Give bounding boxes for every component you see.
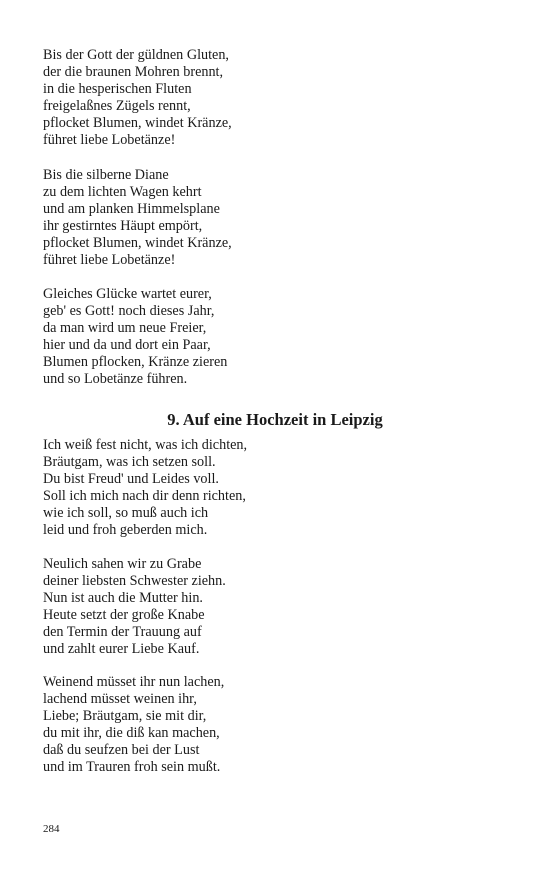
stanza-1 (43, 47, 232, 149)
verse-line: Liebe; Bräutgam, sie mit dir, (43, 708, 207, 724)
verse-line: Du bist Freud' und Leides voll. (43, 471, 219, 487)
verse-line: Weinend müsset ihr nun lachen, (43, 674, 225, 690)
verse-line: da man wird um neue Freier, (43, 320, 207, 336)
poem-title: 9. Auf eine Hochzeit in Leipzig (167, 410, 383, 429)
verse-line: hier und da und dort ein Paar, (43, 337, 211, 353)
verse-line: daß du seufzen bei der Lust (43, 742, 200, 758)
verse-line: Gleiches Glücke wartet eurer, (43, 286, 212, 302)
verse-line: leid und froh geberden mich. (43, 522, 208, 538)
verse-line: führet liebe Lobetänze! (43, 132, 176, 148)
verse-line: pflocket Blumen, windet Kränze, (43, 115, 232, 131)
verse-line: in die hesperischen Fluten (43, 81, 192, 97)
verse-line: Neulich sahen wir zu Grabe (43, 556, 202, 572)
stanza-4 (43, 437, 247, 539)
stanza-3 (43, 286, 227, 388)
verse-line: der die braunen Mohren brennt, (43, 64, 224, 80)
verse-line: Bis der Gott der güldnen Gluten, (43, 47, 229, 63)
verse-line: den Termin der Trauung auf (43, 624, 202, 640)
verse-line: und im Trauren froh sein mußt. (43, 759, 221, 775)
verse-line: pflocket Blumen, windet Kränze, (43, 235, 232, 251)
verse-line: führet liebe Lobetänze! (43, 252, 176, 268)
stanza-5 (43, 556, 226, 658)
verse-line: Ich weiß fest nicht, was ich dichten, (43, 437, 248, 453)
verse-line: zu dem lichten Wagen kehrt (43, 184, 202, 200)
verse-line: Nun ist auch die Mutter hin. (43, 590, 203, 606)
verse-line: Bräutgam, was ich setzen soll. (43, 454, 216, 470)
verse-line: Soll ich mich nach dir denn richten, (43, 488, 246, 504)
verse-line: du mit ihr, die diß kan machen, (43, 725, 220, 741)
page-number: 284 (43, 823, 60, 835)
verse-line: und so Lobetänze führen. (43, 371, 188, 387)
verse-line: freigelaßnes Zügels rennt, (43, 98, 191, 114)
stanza-6 (43, 674, 224, 776)
verse-line: lachend müsset weinen ihr, (43, 691, 197, 707)
verse-line: Heute setzt der große Knabe (43, 607, 205, 623)
verse-line: und zahlt eurer Liebe Kauf. (43, 641, 200, 657)
verse-line: ihr gestirntes Häupt empört, (43, 218, 203, 234)
verse-line: wie ich soll, so muß auch ich (43, 505, 209, 521)
verse-line: deiner liebsten Schwester ziehn. (43, 573, 226, 589)
verse-line: Blumen pflocken, Kränze zieren (43, 354, 228, 370)
verse-line: und am planken Himmelsplane (43, 201, 220, 217)
verse-line: geb' es Gott! noch dieses Jahr, (43, 303, 215, 319)
verse-line: Bis die silberne Diane (43, 167, 169, 183)
stanza-2 (43, 167, 232, 269)
